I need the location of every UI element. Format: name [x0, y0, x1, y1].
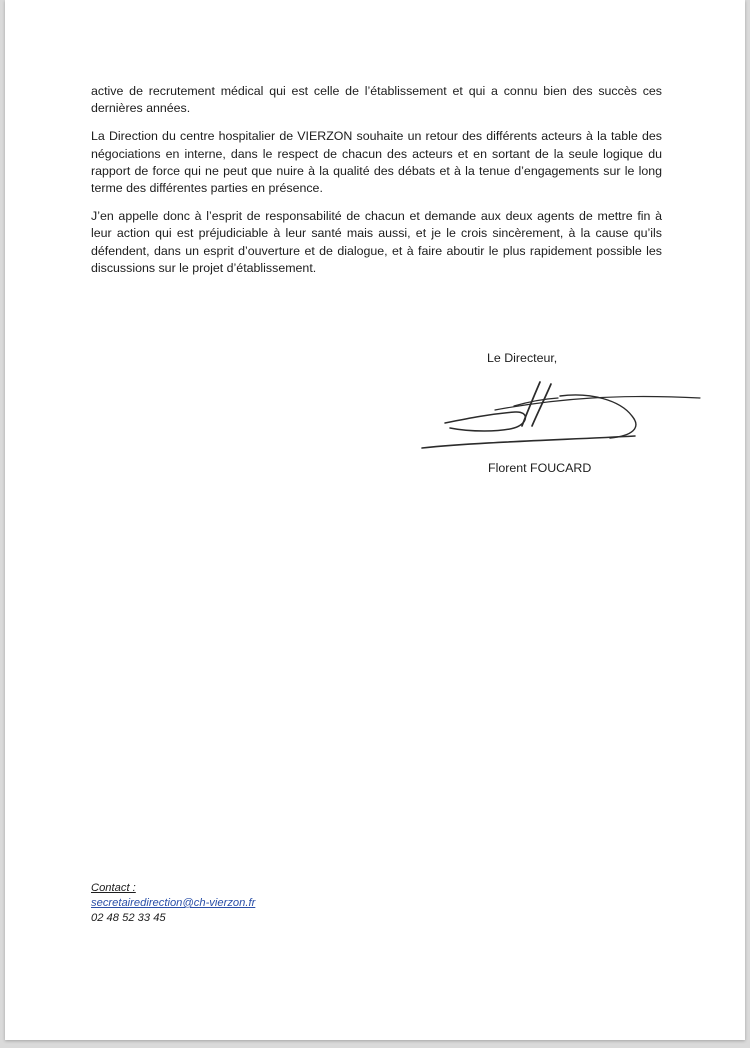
paragraph-1: active de recrutement médical qui est celle de l’établissement et qui a connu bien des succès ces dernières années.	[91, 84, 662, 116]
closing-title: Le Directeur,	[487, 351, 558, 365]
contact-email-link[interactable]: secretairedirection@ch-vierzon.fr	[91, 897, 256, 909]
contact-label: Contact :	[91, 882, 136, 894]
paragraph-2: La Direction du centre hospitalier de VIERZON souhaite un retour des différents acteurs à la table des négociations en interne, dans le respect de chacun des acteurs et en sortant de la seule logique du rapport de force qui ne peut que nuire à la qualité des débats et à la tenue d’engagements sur le long terme des différentes parties en présence.	[91, 129, 662, 196]
document-page	[5, 0, 745, 1040]
paragraph-3: J’en appelle donc à l’esprit de responsabilité de chacun et demande aux deux agents de mettre fin à leur action qui est préjudiciable à leur santé mais aussi, et je le crois sincèrement, à la cause qu’ils défendent, dans un esprit d’ouverture et de dialogue, et à faire aboutir le plus rapidement possible les discussions sur le projet d’établissement.	[91, 209, 662, 275]
letter-body	[91, 83, 662, 288]
handwritten-signature	[410, 378, 710, 454]
contact-phone: 02 48 52 33 45	[91, 912, 166, 924]
contact-block	[91, 881, 255, 926]
signer-name: Florent FOUCARD	[488, 461, 592, 475]
